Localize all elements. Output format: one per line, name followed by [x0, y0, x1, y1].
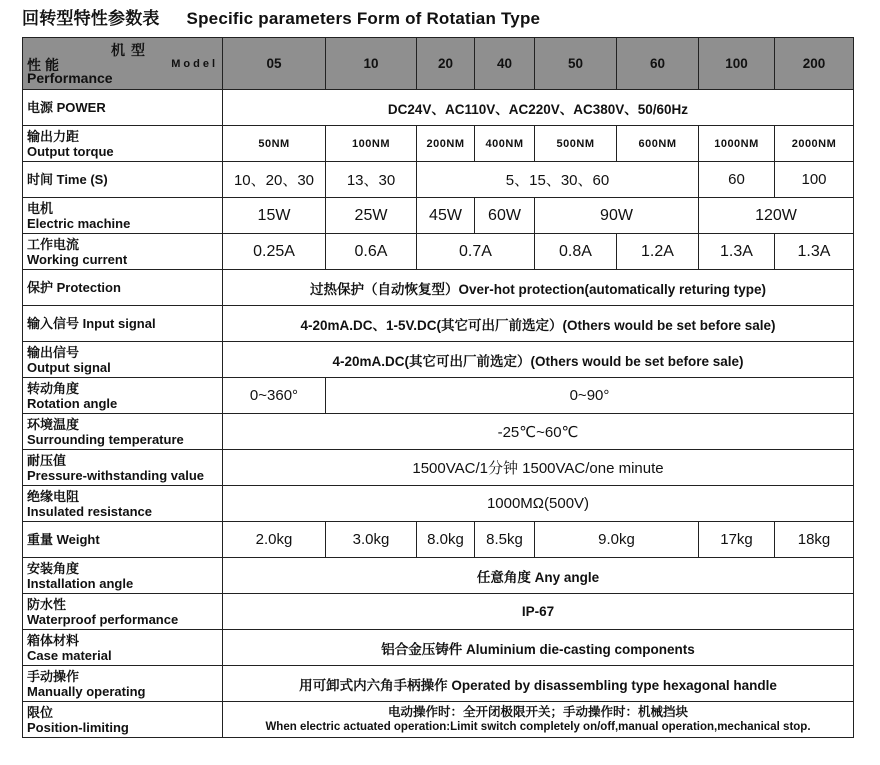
weight-20: 8.0kg: [417, 522, 475, 558]
value-temperature: -25℃~60℃: [223, 414, 854, 450]
performance-label-cn: 性能: [27, 57, 63, 73]
row-install-angle: [23, 558, 854, 594]
label-input-signal: 输入信号 Input signal: [23, 306, 223, 342]
label-motor: [23, 198, 223, 234]
title-en: Specific parameters Form of Rotatian Type: [186, 9, 541, 28]
label-temperature-cn: 环境温度: [27, 416, 80, 432]
row-waterproof: [23, 594, 854, 630]
label-insulation-en: Insulated resistance: [27, 503, 152, 519]
motor-50-60: 90W: [535, 198, 699, 234]
torque-20: 200NM: [417, 126, 475, 162]
model-200: 200: [775, 38, 854, 90]
row-manual-operating: [23, 666, 854, 702]
weight-100: 17kg: [699, 522, 775, 558]
label-rotation-en: Rotation angle: [27, 395, 118, 411]
current-05: 0.25A: [223, 234, 326, 270]
label-temperature: [23, 414, 223, 450]
label-waterproof-en: Waterproof performance: [27, 611, 179, 627]
label-torque: [23, 126, 223, 162]
value-pressure: 1500VAC/1分钟 1500VAC/one minute: [223, 450, 854, 486]
torque-10: 100NM: [326, 126, 417, 162]
torque-200: 2000NM: [775, 126, 854, 162]
label-weight: 重量 Weight: [23, 522, 223, 558]
label-manual-operating: [23, 666, 223, 702]
motor-10: 25W: [326, 198, 417, 234]
value-insulation: 1000MΩ(500V): [223, 486, 854, 522]
label-insulation-cn: 绝缘电阻: [27, 488, 80, 504]
label-case-material: [23, 630, 223, 666]
label-waterproof: [23, 594, 223, 630]
value-limit-cn: 电动操作时：全开闭极限开关；手动操作时：机械挡块: [387, 704, 688, 719]
row-power: [23, 90, 854, 126]
weight-40: 8.5kg: [475, 522, 535, 558]
label-power: 电源 POWER: [23, 90, 223, 126]
rotation-05: 0~360°: [223, 378, 326, 414]
performance-label-en: Performance: [27, 70, 113, 86]
label-temperature-en: Surrounding temperature: [27, 431, 184, 447]
value-case-material: 铝合金压铸件 Aluminium die-casting components: [223, 630, 854, 666]
torque-60: 600NM: [617, 126, 699, 162]
row-current: [23, 234, 854, 270]
model-40: 40: [475, 38, 535, 90]
label-case-en: Case material: [27, 647, 112, 663]
motor-100-200: 120W: [699, 198, 854, 234]
row-weight: [23, 522, 854, 558]
label-limit-cn: 限位: [27, 704, 54, 720]
label-time: 时间 Time (S): [23, 162, 223, 198]
label-rotation: [23, 378, 223, 414]
motor-05: 15W: [223, 198, 326, 234]
label-case-cn: 箱体材料: [27, 632, 80, 648]
current-10: 0.6A: [326, 234, 417, 270]
spec-table: [22, 37, 854, 738]
label-output-cn: 输出信号: [27, 344, 80, 360]
label-motor-cn: 电机: [27, 200, 54, 216]
row-insulation: [23, 486, 854, 522]
value-waterproof: IP-67: [223, 594, 854, 630]
torque-05: 50NM: [223, 126, 326, 162]
motor-40: 60W: [475, 198, 535, 234]
label-insulation: [23, 486, 223, 522]
row-torque: [23, 126, 854, 162]
model-label-en: Model: [171, 58, 218, 70]
current-60: 1.2A: [617, 234, 699, 270]
torque-50: 500NM: [535, 126, 617, 162]
model-100: 100: [699, 38, 775, 90]
row-output-signal: [23, 342, 854, 378]
label-output-signal: [23, 342, 223, 378]
label-limit-en: Position-limiting: [27, 719, 129, 735]
value-install-angle: 任意角度 Any angle: [223, 558, 854, 594]
label-install-angle: [23, 558, 223, 594]
row-temperature: [23, 414, 854, 450]
value-power: DC24V、AC110V、AC220V、AC380V、50/60Hz: [223, 90, 854, 126]
row-case-material: [23, 630, 854, 666]
title-cn: 回转型特性参数表: [22, 9, 160, 28]
value-position-limiting: [223, 702, 854, 738]
model-60: 60: [617, 38, 699, 90]
label-current-cn: 工作电流: [27, 236, 80, 252]
row-protection: [23, 270, 854, 306]
value-protection: 过热保护（自动恢复型）Over-hot protection(automatically returing type): [223, 270, 854, 306]
model-05: 05: [223, 38, 326, 90]
time-100: 60: [699, 162, 775, 198]
model-20: 20: [417, 38, 475, 90]
value-output-signal: 4-20mA.DC(其它可出厂前选定）(Others would be set before sale): [223, 342, 854, 378]
label-current: [23, 234, 223, 270]
label-output-en: Output signal: [27, 359, 111, 375]
label-install-en: Installation angle: [27, 575, 134, 591]
label-rotation-cn: 转动角度: [27, 380, 80, 396]
time-05: 10、20、30: [223, 162, 326, 198]
time-10: 13、30: [326, 162, 417, 198]
rotation-10-200: 0~90°: [326, 378, 854, 414]
label-pressure-en: Pressure-withstanding value: [27, 467, 204, 483]
time-200: 100: [775, 162, 854, 198]
motor-20: 45W: [417, 198, 475, 234]
weight-10: 3.0kg: [326, 522, 417, 558]
row-position-limiting: [23, 702, 854, 738]
header-row: [23, 38, 854, 90]
label-motor-en: Electric machine: [27, 215, 131, 231]
row-pressure: [23, 450, 854, 486]
current-200: 1.3A: [775, 234, 854, 270]
time-20-60: 5、15、30、60: [417, 162, 699, 198]
label-waterproof-cn: 防水性: [27, 596, 67, 612]
header-corner: [23, 38, 223, 90]
label-position-limiting: [23, 702, 223, 738]
label-torque-cn: 输出力距: [27, 128, 80, 144]
value-manual-operating: 用可卸式内六角手柄操作 Operated by disassembling type hexagonal handle: [223, 666, 854, 702]
weight-50-60: 9.0kg: [535, 522, 699, 558]
weight-200: 18kg: [775, 522, 854, 558]
torque-40: 400NM: [475, 126, 535, 162]
label-current-en: Working current: [27, 251, 128, 267]
current-50: 0.8A: [535, 234, 617, 270]
row-time: [23, 162, 854, 198]
model-label-cn: 机型: [111, 42, 151, 58]
label-manual-en: Manually operating: [27, 683, 146, 699]
label-install-cn: 安装角度: [27, 560, 80, 576]
label-manual-cn: 手动操作: [27, 668, 80, 684]
model-50: 50: [535, 38, 617, 90]
label-pressure-cn: 耐压值: [27, 452, 67, 468]
row-motor: [23, 198, 854, 234]
row-rotation: [23, 378, 854, 414]
label-pressure: [23, 450, 223, 486]
label-protection: 保护 Protection: [23, 270, 223, 306]
current-100: 1.3A: [699, 234, 775, 270]
value-limit-en: When electric actuated operation:Limit switch completely on/off,manual operation,mechanical stop.: [265, 720, 811, 733]
weight-05: 2.0kg: [223, 522, 326, 558]
page-title: [22, 4, 540, 30]
current-20-40: 0.7A: [417, 234, 535, 270]
value-input-signal: 4-20mA.DC、1-5V.DC(其它可出厂前选定）(Others would be set before sale): [223, 306, 854, 342]
torque-100: 1000NM: [699, 126, 775, 162]
label-torque-en: Output torque: [27, 143, 114, 159]
row-input-signal: [23, 306, 854, 342]
model-10: 10: [326, 38, 417, 90]
